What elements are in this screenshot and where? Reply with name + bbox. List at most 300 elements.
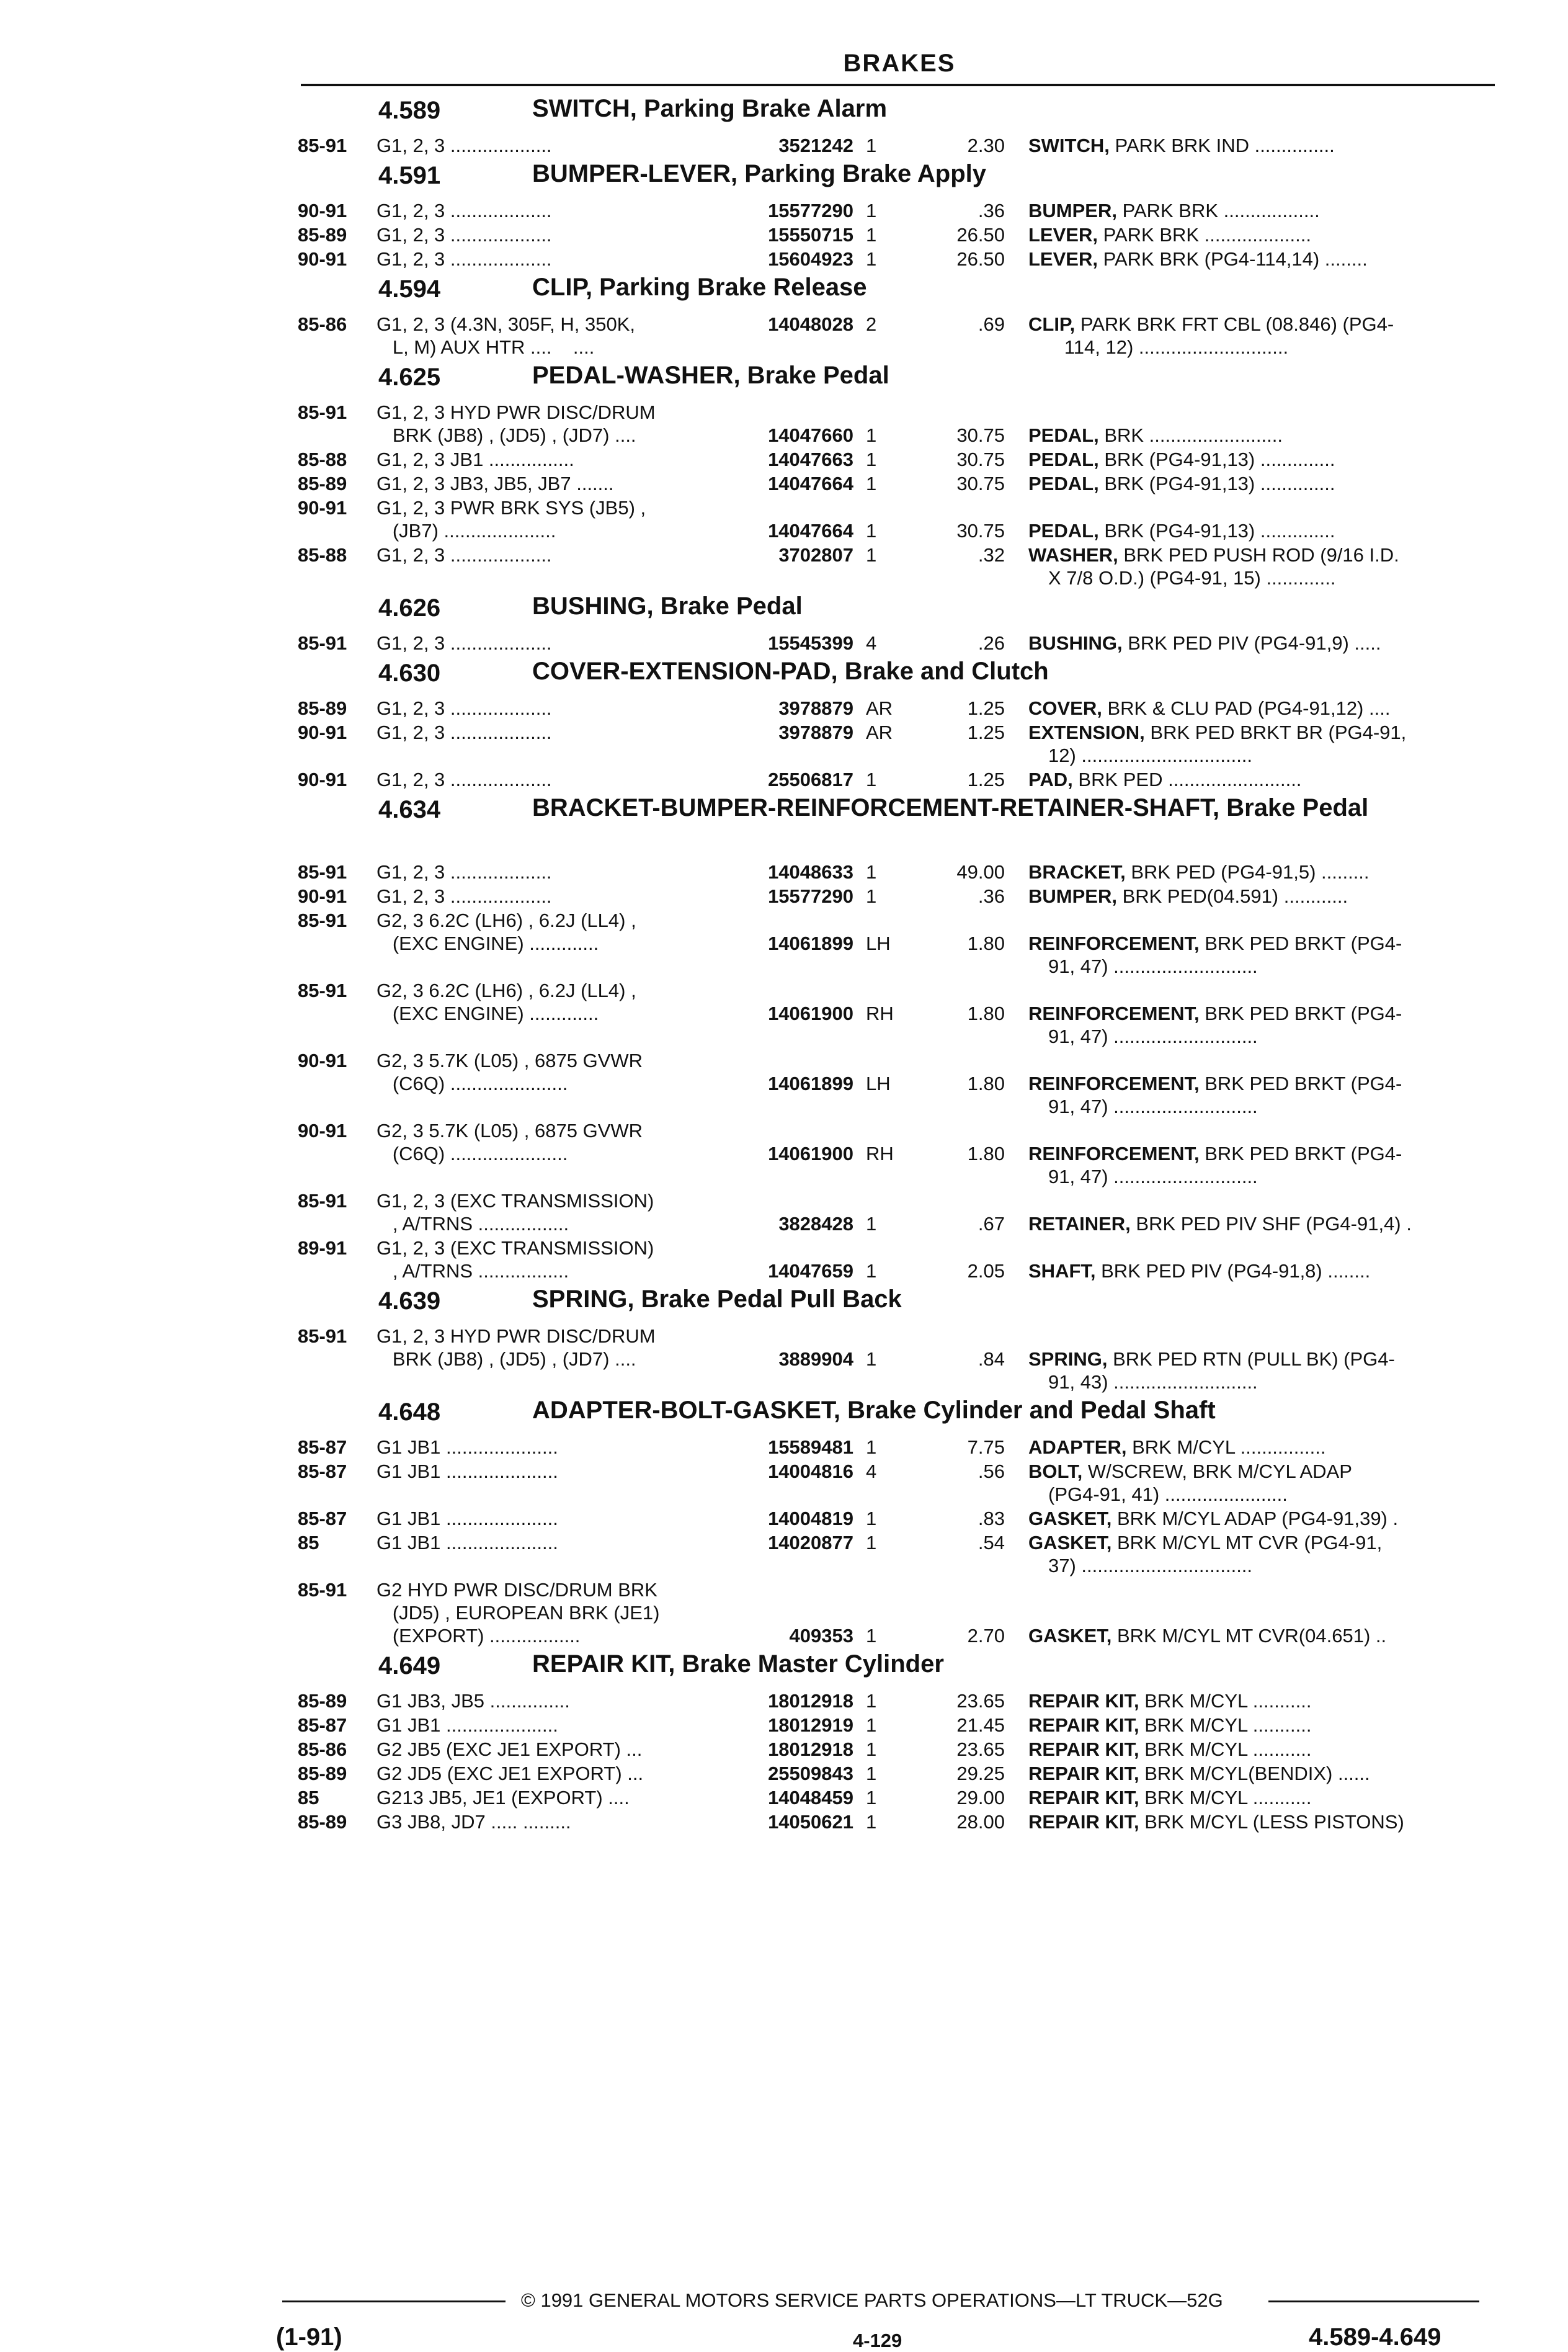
part-name: BUMPER, xyxy=(1028,885,1117,907)
table-row xyxy=(298,1236,1495,1284)
table-row xyxy=(298,1049,1495,1119)
table-row xyxy=(298,697,1495,721)
part-description: BRK PED PUSH ROD (9/16 I.D. xyxy=(1123,544,1399,566)
part-description-line xyxy=(1048,1025,1513,1048)
quantity: 1 xyxy=(866,861,877,883)
table-row xyxy=(298,1507,1495,1531)
application-text: G1, 2, 3 ................... xyxy=(376,632,552,654)
page-title: BRAKES xyxy=(843,50,956,77)
part-description: BRK PED PIV (PG4-91,8) ........ xyxy=(1101,1260,1371,1282)
part-description-line xyxy=(1028,199,1494,222)
application-text: G1, 2, 3 (EXC TRANSMISSION) xyxy=(376,1237,654,1259)
part-description: 114, 12) ............................ xyxy=(1048,336,1289,358)
part-description: BRK M/CYL ........... xyxy=(1144,1787,1312,1809)
part-description-line xyxy=(1028,1762,1494,1785)
table-row xyxy=(298,223,1495,248)
part-name: REPAIR KIT, xyxy=(1028,1738,1139,1760)
part-description-line xyxy=(1028,1786,1494,1809)
application-text: G1 JB1 ..................... xyxy=(376,1436,558,1458)
table-row xyxy=(298,632,1495,656)
application-text: G1 JB1 ..................... xyxy=(376,1508,558,1529)
part-number: 14047664 xyxy=(768,473,853,494)
table-row xyxy=(298,401,1495,448)
model-year: 85 xyxy=(298,1787,319,1809)
part-name: PAD, xyxy=(1028,769,1073,790)
part-description-line xyxy=(1028,1738,1494,1761)
quantity: 1 xyxy=(866,769,877,790)
part-name: GASKET, xyxy=(1028,1625,1112,1647)
application-text: G1, 2, 3 ................... xyxy=(376,135,552,156)
section-number: 4.634 xyxy=(378,796,441,823)
model-year: 85-91 xyxy=(298,401,347,423)
application-text: G1, 2, 3 ................... xyxy=(376,861,552,883)
part-number: 18012919 xyxy=(768,1714,853,1736)
part-number: 25509843 xyxy=(768,1763,853,1784)
price: .54 xyxy=(978,1532,1005,1554)
part-description-line xyxy=(1028,472,1494,495)
quantity: 1 xyxy=(866,1811,877,1833)
part-description-line xyxy=(1028,1531,1494,1554)
part-description: BRK M/CYL ................ xyxy=(1132,1436,1326,1458)
part-description-line xyxy=(1028,519,1494,542)
model-year: 90-91 xyxy=(298,885,347,907)
section-number: 4.639 xyxy=(378,1287,441,1315)
part-name: REINFORCEMENT, xyxy=(1028,1003,1200,1024)
part-number: 14004816 xyxy=(768,1460,853,1482)
table-row xyxy=(298,768,1495,792)
application-text: , A/TRNS ................. xyxy=(376,1213,569,1235)
parts-catalog xyxy=(298,93,1495,1835)
table-row xyxy=(298,1460,1495,1507)
section-title: SPRING, Brake Pedal Pull Back xyxy=(532,1286,902,1313)
application-text: , A/TRNS ................. xyxy=(376,1260,569,1282)
application-text: G1, 2, 3 ................... xyxy=(376,769,552,790)
application-text: G1 JB1 ..................... xyxy=(376,1532,558,1554)
price: .56 xyxy=(978,1460,1005,1482)
section-heading xyxy=(298,656,1495,697)
part-description: BRK (PG4-91,13) .............. xyxy=(1104,473,1335,494)
price: .67 xyxy=(978,1213,1005,1235)
part-number: 3828428 xyxy=(778,1213,853,1235)
application-text: G2 JB5 (EXC JE1 EXPORT) ... xyxy=(376,1738,643,1760)
price: 1.25 xyxy=(967,769,1005,790)
model-year: 85-87 xyxy=(298,1460,347,1482)
application-text: G3 JB8, JD7 ..... ......... xyxy=(376,1811,571,1833)
part-name: CLIP, xyxy=(1028,313,1076,335)
model-year: 90-91 xyxy=(298,1120,347,1142)
part-name: BUMPER, xyxy=(1028,200,1117,221)
part-description: BRK PED BRKT (PG4- xyxy=(1205,932,1402,954)
part-number: 15604923 xyxy=(768,248,853,270)
price: 1.80 xyxy=(967,1073,1005,1094)
part-name: REINFORCEMENT, xyxy=(1028,932,1200,954)
model-year: 85-91 xyxy=(298,1579,347,1601)
part-name: EXTENSION, xyxy=(1028,722,1145,743)
table-row xyxy=(298,861,1495,885)
quantity: 1 xyxy=(866,1532,877,1554)
model-year: 85-87 xyxy=(298,1436,347,1458)
table-row xyxy=(298,1578,1495,1648)
model-year: 85-91 xyxy=(298,861,347,883)
table-row xyxy=(298,1189,1495,1236)
part-number: 14020877 xyxy=(768,1532,853,1554)
part-description-line xyxy=(1028,861,1494,883)
quantity: 1 xyxy=(866,885,877,907)
table-row xyxy=(298,248,1495,272)
part-description: X 7/8 O.D.) (PG4-91, 15) ............. xyxy=(1048,567,1336,589)
quantity: 4 xyxy=(866,632,877,654)
model-year: 85-89 xyxy=(298,1763,347,1784)
price: 1.25 xyxy=(967,722,1005,743)
part-name: REPAIR KIT, xyxy=(1028,1787,1139,1809)
quantity: 1 xyxy=(866,473,877,494)
part-description-line xyxy=(1048,744,1513,767)
section-heading xyxy=(298,93,1495,134)
price: .83 xyxy=(978,1508,1005,1529)
part-name: PEDAL, xyxy=(1028,424,1099,446)
footer-copyright: © 1991 GENERAL MOTORS SERVICE PARTS OPERATIONS—LT TRUCK—52G xyxy=(521,2289,1223,2311)
application-text: G1, 2, 3 HYD PWR DISC/DRUM xyxy=(376,401,656,423)
table-row xyxy=(298,979,1495,1049)
model-year: 85-88 xyxy=(298,544,347,566)
part-description-line xyxy=(1028,543,1494,566)
part-description-line xyxy=(1028,1624,1494,1647)
quantity: LH xyxy=(866,1073,891,1094)
part-description: PARK BRK (PG4-114,14) ........ xyxy=(1103,248,1368,270)
application-text: G1 JB3, JB5 ............... xyxy=(376,1690,570,1712)
part-description: BRK M/CYL MT CVR(04.651) .. xyxy=(1116,1625,1387,1647)
model-year: 85-89 xyxy=(298,224,347,246)
part-name: BRACKET, xyxy=(1028,861,1126,883)
part-name: LEVER, xyxy=(1028,224,1098,246)
section-heading xyxy=(298,360,1495,401)
section-title: BUMPER-LEVER, Parking Brake Apply xyxy=(532,160,987,187)
table-row xyxy=(298,1786,1495,1810)
part-description-line xyxy=(1048,1483,1513,1506)
table-row xyxy=(298,313,1495,360)
part-description: BRK PED BRKT BR (PG4-91, xyxy=(1150,722,1407,743)
part-number: 3702807 xyxy=(778,544,853,566)
part-name: SWITCH, xyxy=(1028,135,1110,156)
application-text: G1, 2, 3 JB1 ................ xyxy=(376,449,574,470)
part-number: 14050621 xyxy=(768,1811,853,1833)
application-text: G1, 2, 3 ................... xyxy=(376,885,552,907)
section-number: 4.648 xyxy=(378,1398,441,1426)
part-number: 14048633 xyxy=(768,861,853,883)
part-description-line xyxy=(1048,1165,1513,1188)
part-description: BRK M/CYL MT CVR (PG4-91, xyxy=(1116,1532,1383,1554)
part-description-line xyxy=(1048,1095,1513,1118)
application-text: G2 JD5 (EXC JE1 EXPORT) ... xyxy=(376,1763,644,1784)
table-row xyxy=(298,1738,1495,1762)
section-title: BUSHING, Brake Pedal xyxy=(532,592,803,620)
quantity: RH xyxy=(866,1143,894,1165)
part-name: BOLT, xyxy=(1028,1460,1083,1482)
part-description-line xyxy=(1028,1507,1494,1530)
model-year: 85-88 xyxy=(298,449,347,470)
part-number: 14047659 xyxy=(768,1260,853,1282)
part-name: LEVER, xyxy=(1028,248,1098,270)
part-description-line xyxy=(1028,248,1494,271)
part-number: 409353 xyxy=(789,1625,853,1647)
application-text: G1 JB1 ..................... xyxy=(376,1714,558,1736)
part-description: PARK BRK IND ............... xyxy=(1115,135,1335,156)
quantity: 1 xyxy=(866,1436,877,1458)
application-text: G2, 3 6.2C (LH6) , 6.2J (LL4) , xyxy=(376,910,636,931)
model-year: 85-91 xyxy=(298,632,347,654)
part-description-line xyxy=(1028,932,1494,955)
part-description: 91, 47) ........................... xyxy=(1048,955,1258,977)
model-year: 90-91 xyxy=(298,722,347,743)
price: 30.75 xyxy=(956,449,1005,470)
price: .26 xyxy=(978,632,1005,654)
part-description-line xyxy=(1028,1436,1494,1459)
price: 2.30 xyxy=(967,135,1005,156)
section-title: BRACKET-BUMPER-REINFORCEMENT-RETAINER-SHAFT, Brake Pedal xyxy=(532,794,1369,821)
part-description: BRK PED BRKT (PG4- xyxy=(1205,1143,1402,1165)
application-text: G2, 3 5.7K (L05) , 6875 GVWR xyxy=(376,1120,643,1142)
part-number: 15550715 xyxy=(768,224,853,246)
table-row xyxy=(298,909,1495,979)
section-title: CLIP, Parking Brake Release xyxy=(532,274,867,301)
quantity: 1 xyxy=(866,224,877,246)
model-year: 85-89 xyxy=(298,1811,347,1833)
quantity: 1 xyxy=(866,424,877,446)
section-heading xyxy=(298,272,1495,313)
part-description: BRK PED (PG4-91,5) ......... xyxy=(1131,861,1370,883)
section-number: 4.591 xyxy=(378,162,441,189)
part-description-line xyxy=(1028,768,1494,791)
table-row xyxy=(298,1325,1495,1395)
part-description: BRK PED ......................... xyxy=(1078,769,1302,790)
part-name: PEDAL, xyxy=(1028,449,1099,470)
part-name: REINFORCEMENT, xyxy=(1028,1073,1200,1094)
footer-rule-left xyxy=(282,2301,506,2302)
quantity: 1 xyxy=(866,1625,877,1647)
part-description-line xyxy=(1048,955,1513,978)
header-rule xyxy=(301,84,1495,86)
application-text: (EXPORT) ................. xyxy=(376,1625,581,1647)
quantity: 4 xyxy=(866,1460,877,1482)
part-description-line xyxy=(1028,697,1494,720)
model-year: 85-87 xyxy=(298,1508,347,1529)
part-name: ADAPTER, xyxy=(1028,1436,1127,1458)
footer-range: 4.589-4.649 xyxy=(1309,2323,1441,2351)
part-number: 3889904 xyxy=(778,1348,853,1370)
part-number: 14047660 xyxy=(768,424,853,446)
table-row xyxy=(298,134,1495,158)
model-year: 90-91 xyxy=(298,248,347,270)
part-number: 3978879 xyxy=(778,697,853,719)
part-description: BRK (PG4-91,13) .............. xyxy=(1104,449,1335,470)
application-text: (JD5) , EUROPEAN BRK (JE1) xyxy=(376,1602,660,1624)
part-name: WASHER, xyxy=(1028,544,1118,566)
application-text: G1, 2, 3 ................... xyxy=(376,200,552,221)
quantity: AR xyxy=(866,722,893,743)
part-name: SHAFT, xyxy=(1028,1260,1096,1282)
price: 1.80 xyxy=(967,1143,1005,1165)
model-year: 85-91 xyxy=(298,910,347,931)
part-description-line xyxy=(1028,885,1494,908)
application-text: G1, 2, 3 ................... xyxy=(376,224,552,246)
quantity: 1 xyxy=(866,544,877,566)
section-heading xyxy=(298,792,1495,861)
footer-date-code: (1-91) xyxy=(276,2323,342,2351)
section-number: 4.625 xyxy=(378,364,441,391)
part-description-line xyxy=(1028,1714,1494,1737)
part-description: BRK M/CYL (LESS PISTONS) xyxy=(1144,1811,1404,1833)
table-row xyxy=(298,1436,1495,1460)
price: 49.00 xyxy=(956,861,1005,883)
part-name: SPRING, xyxy=(1028,1348,1108,1370)
price: 29.25 xyxy=(956,1763,1005,1784)
section-heading xyxy=(298,1395,1495,1436)
price: 7.75 xyxy=(967,1436,1005,1458)
application-text: BRK (JB8) , (JD5) , (JD7) .... xyxy=(376,424,636,446)
footer-page-number: 4-129 xyxy=(853,2330,902,2351)
quantity: 1 xyxy=(866,1260,877,1282)
part-number: 14061900 xyxy=(768,1143,853,1165)
price: 30.75 xyxy=(956,520,1005,542)
section-number: 4.594 xyxy=(378,275,441,303)
price: .36 xyxy=(978,885,1005,907)
application-text: G1, 2, 3 JB3, JB5, JB7 ....... xyxy=(376,473,614,494)
application-text: G1, 2, 3 PWR BRK SYS (JB5) , xyxy=(376,497,646,519)
part-name: REPAIR KIT, xyxy=(1028,1763,1139,1784)
price: .32 xyxy=(978,544,1005,566)
section-title: SWITCH, Parking Brake Alarm xyxy=(532,95,888,122)
part-description: BRK ......................... xyxy=(1104,424,1283,446)
quantity: 1 xyxy=(866,1213,877,1235)
part-number: 15577290 xyxy=(768,885,853,907)
price: 26.50 xyxy=(956,248,1005,270)
model-year: 85-86 xyxy=(298,1738,347,1760)
part-description-line xyxy=(1028,632,1494,655)
application-text: G1, 2, 3 (EXC TRANSMISSION) xyxy=(376,1190,654,1212)
part-name: RETAINER, xyxy=(1028,1213,1131,1235)
part-number: 3521242 xyxy=(778,135,853,156)
part-description-line xyxy=(1048,1554,1513,1577)
quantity: 1 xyxy=(866,1787,877,1809)
part-description: 91, 47) ........................... xyxy=(1048,1096,1258,1117)
application-text: L, M) AUX HTR .... .... xyxy=(376,336,595,358)
quantity: 1 xyxy=(866,135,877,156)
part-number: 14047663 xyxy=(768,449,853,470)
quantity: 1 xyxy=(866,1508,877,1529)
part-number: 14061899 xyxy=(768,1073,853,1094)
section-title: REPAIR KIT, Brake Master Cylinder xyxy=(532,1650,944,1678)
price: .69 xyxy=(978,313,1005,335)
quantity: 1 xyxy=(866,1348,877,1370)
model-year: 90-91 xyxy=(298,497,347,519)
section-number: 4.626 xyxy=(378,594,441,622)
part-description: BRK PED PIV (PG4-91,9) ..... xyxy=(1128,632,1381,654)
part-number: 3978879 xyxy=(778,722,853,743)
part-description-line xyxy=(1028,1212,1494,1235)
section-title: PEDAL-WASHER, Brake Pedal xyxy=(532,362,889,389)
part-name: BUSHING, xyxy=(1028,632,1123,654)
quantity: 1 xyxy=(866,1690,877,1712)
part-description: PARK BRK FRT CBL (08.846) (PG4- xyxy=(1080,313,1394,335)
model-year: 85 xyxy=(298,1532,319,1554)
section-heading xyxy=(298,158,1495,199)
table-row xyxy=(298,1762,1495,1786)
part-number: 14047664 xyxy=(768,520,853,542)
price: 2.05 xyxy=(967,1260,1005,1282)
part-number: 14061899 xyxy=(768,932,853,954)
part-description: PARK BRK .................. xyxy=(1122,200,1320,221)
quantity: 1 xyxy=(866,449,877,470)
section-number: 4.589 xyxy=(378,97,441,124)
application-text: BRK (JB8) , (JD5) , (JD7) .... xyxy=(376,1348,636,1370)
part-description: PARK BRK .................... xyxy=(1103,224,1311,246)
price: 23.65 xyxy=(956,1738,1005,1760)
price: 29.00 xyxy=(956,1787,1005,1809)
model-year: 85-87 xyxy=(298,1714,347,1736)
part-description: BRK (PG4-91,13) .............. xyxy=(1104,520,1335,542)
price: 2.70 xyxy=(967,1625,1005,1647)
quantity: 2 xyxy=(866,313,877,335)
part-description: 91, 47) ........................... xyxy=(1048,1026,1258,1047)
part-description-line xyxy=(1028,1460,1494,1483)
part-description-line xyxy=(1028,1072,1494,1095)
price: 1.80 xyxy=(967,932,1005,954)
quantity: 1 xyxy=(866,1763,877,1784)
footer-rule-right xyxy=(1268,2301,1479,2302)
part-name: REINFORCEMENT, xyxy=(1028,1143,1200,1165)
part-name: REPAIR KIT, xyxy=(1028,1690,1139,1712)
part-description-line xyxy=(1028,313,1494,336)
part-number: 15545399 xyxy=(768,632,853,654)
table-row xyxy=(298,1689,1495,1714)
part-description: BRK PED BRKT (PG4- xyxy=(1205,1003,1402,1024)
part-description-line xyxy=(1028,1259,1494,1282)
part-name: REPAIR KIT, xyxy=(1028,1811,1139,1833)
application-text: (EXC ENGINE) ............. xyxy=(376,1003,599,1024)
part-number: 15577290 xyxy=(768,200,853,221)
model-year: 89-91 xyxy=(298,1237,347,1259)
part-description: 12) ................................ xyxy=(1048,745,1253,766)
model-year: 85-89 xyxy=(298,697,347,719)
price: 23.65 xyxy=(956,1690,1005,1712)
application-text: G1, 2, 3 ................... xyxy=(376,544,552,566)
part-description: BRK M/CYL ........... xyxy=(1144,1690,1312,1712)
quantity: 1 xyxy=(866,1714,877,1736)
table-row xyxy=(298,496,1495,543)
part-description: BRK PED BRKT (PG4- xyxy=(1205,1073,1402,1094)
application-text: (EXC ENGINE) ............. xyxy=(376,932,599,954)
part-description-line xyxy=(1028,1002,1494,1025)
table-row xyxy=(298,199,1495,223)
model-year: 85-91 xyxy=(298,1190,347,1212)
application-text: G1, 2, 3 ................... xyxy=(376,248,552,270)
quantity: 1 xyxy=(866,200,877,221)
part-number: 25506817 xyxy=(768,769,853,790)
model-year: 85-89 xyxy=(298,1690,347,1712)
section-title: ADAPTER-BOLT-GASKET, Brake Cylinder and Pedal Shaft xyxy=(532,1397,1216,1424)
section-heading xyxy=(298,1284,1495,1325)
application-text: (JB7) ..................... xyxy=(376,520,556,542)
quantity: 1 xyxy=(866,520,877,542)
quantity: 1 xyxy=(866,248,877,270)
application-text: (C6Q) ...................... xyxy=(376,1143,568,1165)
part-description-line xyxy=(1028,1348,1494,1371)
model-year: 90-91 xyxy=(298,769,347,790)
price: .84 xyxy=(978,1348,1005,1370)
section-number: 4.630 xyxy=(378,660,441,687)
part-description: 37) ................................ xyxy=(1048,1555,1253,1576)
model-year: 90-91 xyxy=(298,1050,347,1071)
